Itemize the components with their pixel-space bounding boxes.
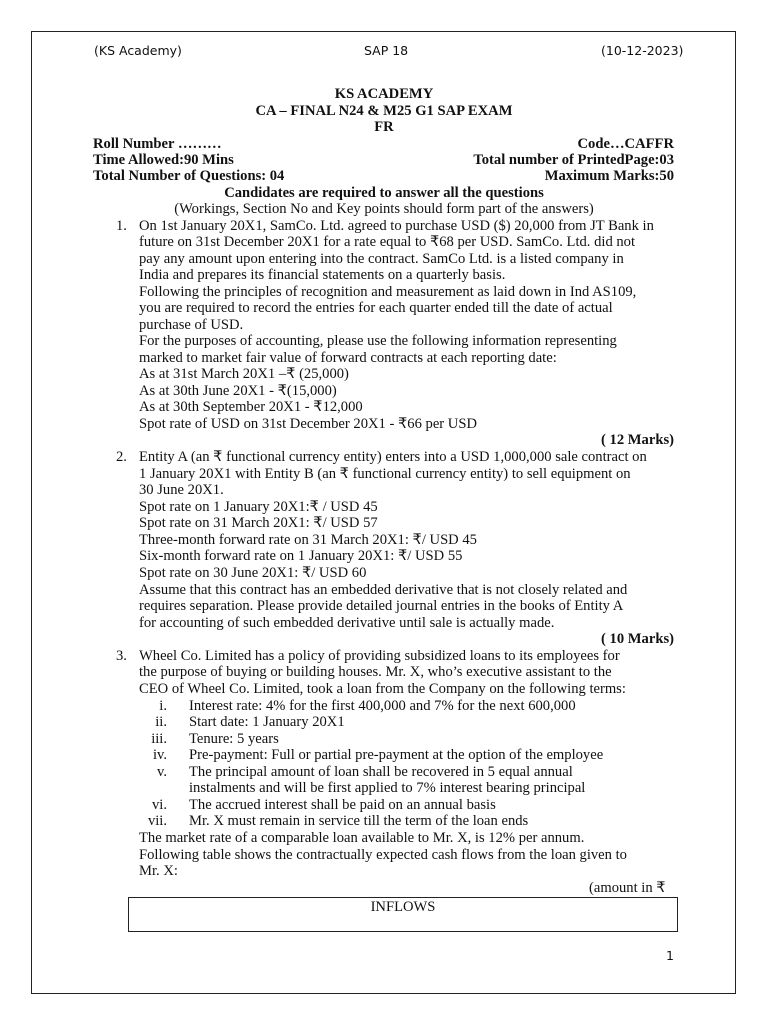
term-numeral: v.	[157, 764, 167, 780]
amount-note: (amount in ₹	[589, 880, 666, 896]
term-text: Pre-payment: Full or partial pre-payment at the option of the employee	[189, 747, 604, 763]
q1-line: As at 30th June 20X1 - ₹(15,000)	[139, 383, 337, 399]
term-numeral: iv.	[152, 747, 167, 763]
title-line-1: KS ACADEMY	[334, 86, 434, 102]
time-allowed: Time Allowed:90 Mins	[93, 152, 234, 168]
page-number: 1	[666, 948, 674, 963]
q2-number: 2.	[116, 449, 127, 465]
q3-after-line: Following table shows the contractually expected cash flows from the loan given to	[139, 847, 627, 863]
q1-line: marked to market fair value of forward contracts at each reporting date:	[139, 350, 557, 366]
instruction-main: Candidates are required to answer all the questions	[224, 185, 544, 201]
maximum-marks: Maximum Marks:50	[544, 168, 674, 184]
q1-line: As at 30th September 20X1 - ₹12,000	[139, 399, 363, 415]
term-text: The accrued interest shall be paid on an annual basis	[189, 797, 496, 813]
title-line-2: CA – FINAL N24 & M25 G1 SAP EXAM	[255, 103, 513, 119]
q2-line: Three-month forward rate on 31 March 20X1: ₹/ USD 45	[139, 532, 477, 548]
q3-intro-line: Wheel Co. Limited has a policy of providing subsidized loans to its employees for	[139, 648, 620, 664]
q1-marks: ( 12 Marks)	[601, 432, 674, 448]
q2-line: requires separation. Please provide detailed journal entries in the books of Entity A	[139, 598, 624, 614]
q2-line: Spot rate on 1 January 20X1:₹ / USD 45	[139, 499, 378, 515]
q1-line: future on 31st December 20X1 for a rate equal to ₹68 per USD. SamCo. Ltd. did not	[139, 234, 636, 250]
q2-marks: ( 10 Marks)	[601, 631, 674, 647]
q2-line: Six-month forward rate on 1 January 20X1: ₹/ USD 55	[139, 548, 463, 564]
q1-line: pay any amount upon entering into the contract. SamCo Ltd. is a listed company in	[139, 251, 624, 267]
q1-line: On 1st January 20X1, SamCo. Ltd. agreed to purchase USD ($) 20,000 from JT Bank in	[139, 218, 654, 234]
q3-number: 3.	[116, 648, 127, 664]
q2-line: 30 June 20X1.	[139, 482, 224, 498]
q3-after-line: The market rate of a comparable loan available to Mr. X, is 12% per annum.	[139, 830, 585, 846]
q1-number: 1.	[116, 218, 127, 234]
term-text: instalments and will be first applied to 7% interest bearing principal	[189, 780, 586, 796]
q3-after-line: Mr. X:	[139, 863, 178, 879]
title-line-3: FR	[374, 119, 394, 135]
q2-line: Assume that this contract has an embedded derivative that is not closely related and	[139, 582, 628, 598]
q1-line: purchase of USD.	[139, 317, 244, 333]
q1-line: As at 31st March 20X1 –₹ (25,000)	[139, 366, 349, 382]
q1-line: For the purposes of accounting, please use the following information representing	[139, 333, 617, 349]
q2-line: Spot rate on 30 June 20X1: ₹/ USD 60	[139, 565, 367, 581]
term-text: Tenure: 5 years	[189, 731, 279, 747]
header-center: SAP 18	[364, 43, 409, 58]
instruction-note: (Workings, Section No and Key points should form part of the answers)	[174, 201, 594, 217]
term-numeral: i.	[159, 698, 167, 714]
q2-line: for accounting of such embedded derivative until sale is actually made.	[139, 615, 555, 631]
term-numeral: vi.	[152, 797, 167, 813]
q2-line: 1 January 20X1 with Entity B (an ₹ functional currency entity) to sell equipment on	[139, 466, 631, 482]
header-right: (10-12-2023)	[601, 43, 684, 58]
header-left: (KS Academy)	[94, 43, 182, 58]
roll-number: Roll Number ………	[93, 136, 222, 152]
printed-pages: Total number of PrintedPage:03	[473, 152, 674, 168]
term-numeral: iii.	[151, 731, 167, 747]
term-text: The principal amount of loan shall be recovered in 5 equal annual	[189, 764, 573, 780]
q3-intro-line: the purpose of buying or building houses. Mr. X, who’s executive assistant to the	[139, 664, 612, 680]
question-count: Total Number of Questions: 04	[93, 168, 285, 184]
table-header-inflows: INFLOWS	[370, 899, 436, 915]
q2-line: Entity A (an ₹ functional currency entity) enters into a USD 1,000,000 sale contract on	[139, 449, 647, 465]
term-text: Mr. X must remain in service till the term of the loan ends	[189, 813, 529, 829]
cashflow-table	[128, 897, 678, 932]
term-text: Start date: 1 January 20X1	[189, 714, 345, 730]
term-text: Interest rate: 4% for the first 400,000 and 7% for the next 600,000	[189, 698, 576, 714]
q1-line: Spot rate of USD on 31st December 20X1 - ₹66 per USD	[139, 416, 477, 432]
q1-line: you are required to record the entries for each quarter ended till the date of actual	[139, 300, 613, 316]
q2-line: Spot rate on 31 March 20X1: ₹/ USD 57	[139, 515, 378, 531]
term-numeral: ii.	[155, 714, 167, 730]
q1-line: Following the principles of recognition and measurement as laid down in Ind AS109,	[139, 284, 637, 300]
paper-code: Code…CAFFR	[577, 136, 674, 152]
q3-intro-line: CEO of Wheel Co. Limited, took a loan from the Company on the following terms:	[139, 681, 626, 697]
q1-line: India and prepares its financial statements on a quarterly basis.	[139, 267, 506, 283]
term-numeral: vii.	[147, 813, 167, 829]
